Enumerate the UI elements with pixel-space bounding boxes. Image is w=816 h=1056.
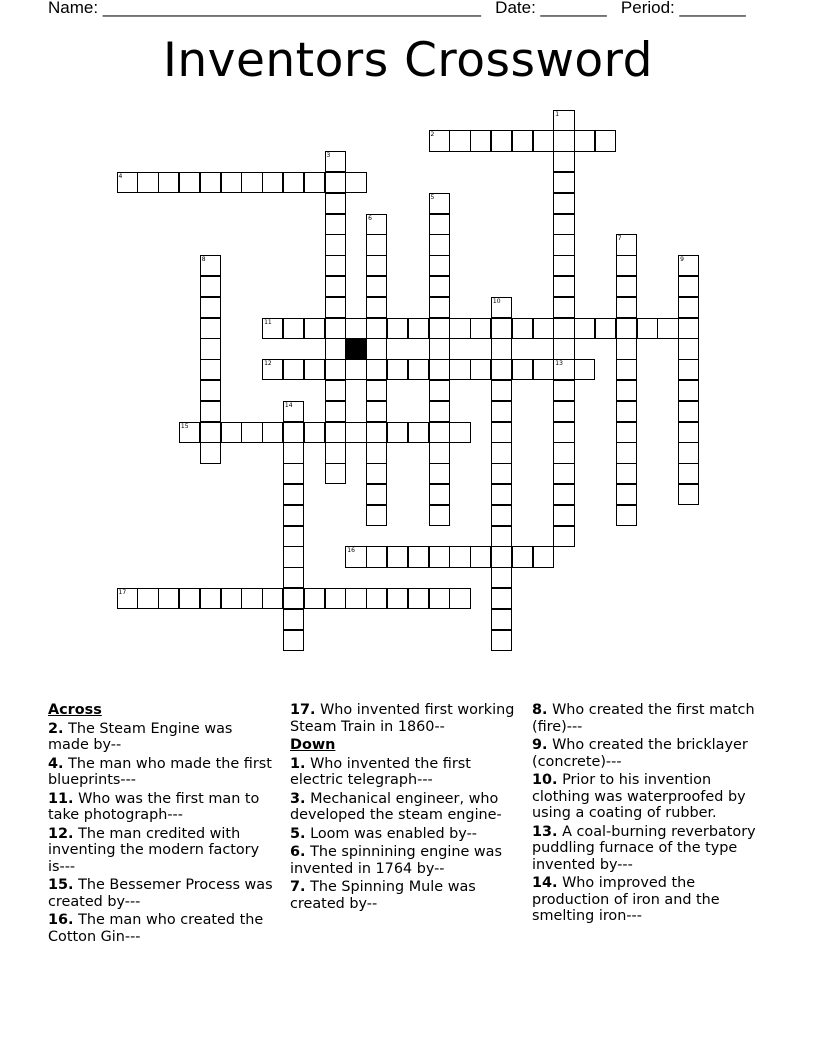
- clue-number-label: 3: [326, 152, 331, 160]
- clue-number-label: 4: [118, 172, 123, 180]
- crossword-cell[interactable]: [200, 588, 221, 609]
- crossword-cell[interactable]: [429, 380, 450, 401]
- crossword-cell[interactable]: [491, 130, 512, 151]
- clue-number: 6.: [290, 844, 306, 860]
- crossword-cell[interactable]: [533, 318, 554, 339]
- clues-column-2: [290, 702, 518, 914]
- crossword-cell[interactable]: [533, 359, 554, 380]
- crossword-cell[interactable]: [616, 338, 637, 359]
- crossword-cell[interactable]: [304, 422, 325, 443]
- across-heading: Across: [48, 702, 102, 718]
- clue-number-label: 17: [118, 588, 127, 596]
- crossword-cell[interactable]: [325, 255, 346, 276]
- crossword-cell[interactable]: [678, 338, 699, 359]
- date-label: Date:: [495, 0, 536, 17]
- clue-number: 12.: [48, 825, 74, 842]
- crossword-cell[interactable]: [449, 318, 470, 339]
- crossword-cell[interactable]: [304, 318, 325, 339]
- crossword-cell[interactable]: [553, 338, 574, 359]
- crossword-cell[interactable]: [678, 359, 699, 380]
- crossword-cell[interactable]: [262, 172, 283, 193]
- crossword-cell[interactable]: [553, 234, 574, 255]
- clue-down-6: [290, 844, 518, 877]
- clue-number-label: 16: [347, 547, 355, 555]
- clue-number-label: 12: [264, 360, 272, 368]
- crossword-cell[interactable]: [429, 401, 450, 422]
- crossword-cell[interactable]: [449, 130, 470, 151]
- clue-text: The spinnining engine was invented in 1764 by--: [290, 844, 502, 877]
- clue-number-label: 11: [264, 318, 272, 326]
- crossword-cell[interactable]: [200, 297, 221, 318]
- clue-across-17: [290, 702, 518, 735]
- crossword-cell[interactable]: [512, 359, 533, 380]
- crossword-cell[interactable]: [553, 130, 574, 151]
- clue-number-label: 1: [555, 110, 560, 118]
- crossword-cell[interactable]: [366, 401, 387, 422]
- crossword-cell[interactable]: [366, 588, 387, 609]
- crossword-cell[interactable]: [387, 318, 408, 339]
- crossword-cell[interactable]: [283, 567, 304, 588]
- crossword-cell[interactable]: [616, 276, 637, 297]
- crossword-cell[interactable]: [449, 359, 470, 380]
- crossword-cell[interactable]: [553, 172, 574, 193]
- crossword-cell[interactable]: [241, 422, 262, 443]
- crossword-cell[interactable]: [366, 318, 387, 339]
- crossword-cell[interactable]: [429, 442, 450, 463]
- clue-down-14: [532, 875, 760, 925]
- crossword-cell[interactable]: [158, 588, 179, 609]
- crossword-cell[interactable]: [283, 630, 304, 651]
- clue-number-label: 8: [201, 256, 206, 264]
- crossword-cell[interactable]: [533, 130, 554, 151]
- crossword-cell[interactable]: [325, 172, 346, 193]
- clue-number: 17.: [290, 702, 316, 718]
- crossword-cell[interactable]: [325, 359, 346, 380]
- crossword-cell[interactable]: [366, 255, 387, 276]
- blocked-cell: [345, 338, 366, 359]
- crossword-cell[interactable]: [678, 442, 699, 463]
- crossword-cell[interactable]: [678, 401, 699, 422]
- clue-across-4: [48, 756, 276, 789]
- crossword-cell[interactable]: [574, 130, 595, 151]
- crossword-cell[interactable]: [325, 422, 346, 443]
- crossword-cell[interactable]: [429, 546, 450, 567]
- crossword-cell[interactable]: [366, 234, 387, 255]
- crossword-cell[interactable]: [678, 318, 699, 339]
- crossword-cell[interactable]: [325, 151, 346, 172]
- crossword-cell[interactable]: [491, 318, 512, 339]
- crossword-cell[interactable]: [429, 193, 450, 214]
- crossword-cell[interactable]: [595, 318, 616, 339]
- crossword-cell[interactable]: [325, 276, 346, 297]
- crossword-cell[interactable]: [366, 380, 387, 401]
- crossword-cell[interactable]: [553, 401, 574, 422]
- crossword-cell[interactable]: [304, 359, 325, 380]
- period-field[interactable]: _______: [679, 0, 746, 17]
- crossword-cell[interactable]: [137, 588, 158, 609]
- crossword-cell[interactable]: [283, 172, 304, 193]
- clue-down-8: [532, 702, 760, 735]
- clue-number: 2.: [48, 720, 64, 737]
- clue-number-label: 14: [284, 401, 293, 409]
- crossword-cell[interactable]: [429, 130, 450, 151]
- crossword-cell[interactable]: [366, 276, 387, 297]
- crossword-cell[interactable]: [325, 338, 346, 359]
- crossword-cell[interactable]: [553, 442, 574, 463]
- crossword-cell[interactable]: [283, 609, 304, 630]
- crossword-cell[interactable]: [491, 442, 512, 463]
- crossword-cell[interactable]: [408, 318, 429, 339]
- clue-across-15: [48, 877, 276, 910]
- crossword-cell[interactable]: [491, 630, 512, 651]
- clues-column-1: [48, 702, 276, 947]
- crossword-cell[interactable]: [553, 110, 574, 131]
- name-label: Name:: [48, 0, 99, 17]
- clue-text: The Spinning Mule was created by--: [290, 879, 476, 912]
- clue-text: Who created the bricklayer (concrete)---: [532, 737, 748, 770]
- crossword-cell[interactable]: [283, 359, 304, 380]
- crossword-cell[interactable]: [262, 422, 283, 443]
- period-label: Period:: [620, 0, 675, 17]
- clue-number-label: 9: [680, 256, 684, 264]
- crossword-cell[interactable]: [117, 588, 138, 609]
- crossword-cell[interactable]: [616, 484, 637, 505]
- crossword-cell[interactable]: [366, 297, 387, 318]
- clue-across-2: [48, 721, 276, 754]
- crossword-cell[interactable]: [512, 130, 533, 151]
- crossword-cell[interactable]: [325, 318, 346, 339]
- clue-text: A coal-burning reverbatory puddling furnace of the type invented by---: [532, 823, 756, 873]
- crossword-cell[interactable]: [553, 276, 574, 297]
- crossword-cell[interactable]: [283, 484, 304, 505]
- crossword-cell[interactable]: [470, 359, 491, 380]
- crossword-cell[interactable]: [616, 442, 637, 463]
- crossword-cell[interactable]: [553, 526, 574, 547]
- clue-number: 3.: [290, 790, 306, 807]
- crossword-cell[interactable]: [429, 234, 450, 255]
- crossword-cell[interactable]: [616, 505, 637, 526]
- crossword-cell[interactable]: [241, 588, 262, 609]
- crossword-cell[interactable]: [616, 401, 637, 422]
- clue-number: 9.: [532, 737, 548, 753]
- clue-text: Who created the first match (fire)---: [532, 702, 755, 735]
- clues-column-3: [532, 702, 760, 927]
- crossword-cell[interactable]: [429, 484, 450, 505]
- clue-number-label: 13: [555, 360, 563, 368]
- crossword-cell[interactable]: [200, 338, 221, 359]
- crossword-cell[interactable]: [678, 484, 699, 505]
- crossword-cell[interactable]: [637, 318, 658, 339]
- crossword-cell[interactable]: [345, 422, 366, 443]
- crossword-cell[interactable]: [325, 588, 346, 609]
- crossword-cell[interactable]: [200, 422, 221, 443]
- crossword-cell[interactable]: [366, 463, 387, 484]
- crossword-cell[interactable]: [491, 567, 512, 588]
- crossword-cell[interactable]: [553, 297, 574, 318]
- crossword-cell[interactable]: [325, 193, 346, 214]
- crossword-cell[interactable]: [491, 359, 512, 380]
- crossword-cell[interactable]: [325, 234, 346, 255]
- clue-down-1: [290, 756, 518, 789]
- crossword-cell[interactable]: [574, 359, 595, 380]
- clue-down-3: [290, 791, 518, 824]
- crossword-cell[interactable]: [325, 442, 346, 463]
- crossword-cell[interactable]: [366, 422, 387, 443]
- crossword-cell[interactable]: [283, 463, 304, 484]
- clue-across-12: [48, 826, 276, 876]
- crossword-cell[interactable]: [345, 318, 366, 339]
- crossword-cell[interactable]: [366, 442, 387, 463]
- crossword-cell[interactable]: [200, 359, 221, 380]
- crossword-cell[interactable]: [262, 318, 283, 339]
- crossword-cell[interactable]: [158, 172, 179, 193]
- clue-text: Who invented first working Steam Train in 1860--: [290, 702, 515, 735]
- clue-number: 11.: [48, 790, 74, 807]
- crossword-cell[interactable]: [366, 359, 387, 380]
- crossword-cell[interactable]: [241, 172, 262, 193]
- crossword-cell[interactable]: [616, 234, 637, 255]
- crossword-cell[interactable]: [200, 442, 221, 463]
- clue-text: The man who created the Cotton Gin---: [48, 912, 264, 945]
- crossword-cell[interactable]: [678, 463, 699, 484]
- crossword-cell[interactable]: [553, 380, 574, 401]
- crossword-cell[interactable]: [387, 359, 408, 380]
- crossword-cell[interactable]: [221, 588, 242, 609]
- crossword-cell[interactable]: [449, 546, 470, 567]
- crossword-cell[interactable]: [429, 318, 450, 339]
- clue-number: 15.: [48, 877, 74, 893]
- crossword-cell[interactable]: [616, 359, 637, 380]
- crossword-cell[interactable]: [553, 214, 574, 235]
- crossword-cell[interactable]: [179, 422, 200, 443]
- crossword-cell[interactable]: [553, 151, 574, 172]
- crossword-cell[interactable]: [117, 172, 138, 193]
- crossword-cell[interactable]: [345, 172, 366, 193]
- crossword-cell[interactable]: [449, 422, 470, 443]
- crossword-cell[interactable]: [325, 463, 346, 484]
- crossword-cell[interactable]: [366, 546, 387, 567]
- clue-number-label: 2: [430, 131, 435, 139]
- crossword-cell[interactable]: [429, 359, 450, 380]
- crossword-cell[interactable]: [429, 276, 450, 297]
- crossword-cell[interactable]: [200, 318, 221, 339]
- clue-text: The man credited with inventing the modern factory is---: [48, 825, 260, 875]
- clue-number: 7.: [290, 879, 306, 895]
- crossword-cell[interactable]: [470, 130, 491, 151]
- crossword-cell[interactable]: [678, 276, 699, 297]
- clue-text: The Steam Engine was made by--: [48, 720, 233, 753]
- crossword-cell[interactable]: [512, 546, 533, 567]
- crossword-cell[interactable]: [429, 297, 450, 318]
- clue-text: Who invented the first electric telegraph---: [290, 755, 471, 788]
- clue-text: Mechanical engineer, who developed the steam engine-: [290, 790, 502, 823]
- crossword-cell[interactable]: [200, 172, 221, 193]
- clue-down-10: [532, 772, 760, 822]
- crossword-cell[interactable]: [574, 318, 595, 339]
- clue-down-13: [532, 824, 760, 874]
- name-field[interactable]: ________________________________________: [102, 0, 481, 17]
- clue-number: 16.: [48, 912, 74, 928]
- crossword-cell[interactable]: [470, 546, 491, 567]
- crossword-cell[interactable]: [366, 338, 387, 359]
- crossword-cell[interactable]: [325, 214, 346, 235]
- down-heading: Down: [290, 737, 336, 753]
- crossword-cell[interactable]: [262, 359, 283, 380]
- crossword-cell[interactable]: [200, 401, 221, 422]
- crossword-cell[interactable]: [470, 318, 491, 339]
- crossword-cell[interactable]: [491, 380, 512, 401]
- crossword-cell[interactable]: [283, 546, 304, 567]
- crossword-cell[interactable]: [429, 588, 450, 609]
- clue-text: The man who made the first blueprints---: [48, 755, 272, 788]
- crossword-cell[interactable]: [387, 422, 408, 443]
- crossword-cell[interactable]: [262, 588, 283, 609]
- clue-number: 8.: [532, 702, 548, 718]
- clue-number: 1.: [290, 755, 306, 772]
- crossword-cell[interactable]: [491, 463, 512, 484]
- crossword-cell[interactable]: [491, 505, 512, 526]
- crossword-cell[interactable]: [283, 401, 304, 422]
- clue-across-11: [48, 791, 276, 824]
- clue-number-label: 6: [368, 214, 372, 222]
- crossword-cell[interactable]: [616, 422, 637, 443]
- crossword-cell[interactable]: [429, 422, 450, 443]
- clue-number: 13.: [532, 823, 558, 840]
- crossword-cell[interactable]: [512, 318, 533, 339]
- clue-text: The Bessemer Process was created by---: [48, 877, 273, 910]
- crossword-cell[interactable]: [221, 172, 242, 193]
- crossword-cell[interactable]: [533, 546, 554, 567]
- crossword-cell[interactable]: [616, 380, 637, 401]
- crossword-cell[interactable]: [325, 380, 346, 401]
- clue-number: 4.: [48, 755, 64, 772]
- crossword-cell[interactable]: [345, 546, 366, 567]
- crossword-cell[interactable]: [553, 505, 574, 526]
- crossword-cell[interactable]: [616, 297, 637, 318]
- crossword-cell[interactable]: [678, 297, 699, 318]
- crossword-cell[interactable]: [304, 588, 325, 609]
- crossword-cell[interactable]: [553, 255, 574, 276]
- crossword-cell[interactable]: [553, 318, 574, 339]
- crossword-cell[interactable]: [553, 359, 574, 380]
- crossword-cell[interactable]: [491, 484, 512, 505]
- crossword-cell[interactable]: [137, 172, 158, 193]
- crossword-cell[interactable]: [678, 380, 699, 401]
- crossword-cell[interactable]: [491, 609, 512, 630]
- date-field[interactable]: _______: [540, 0, 607, 17]
- crossword-cell[interactable]: [491, 588, 512, 609]
- crossword-cell[interactable]: [221, 422, 242, 443]
- crossword-cell[interactable]: [408, 422, 429, 443]
- crossword-cell[interactable]: [678, 255, 699, 276]
- crossword-cell[interactable]: [553, 484, 574, 505]
- clue-number-label: 15: [180, 422, 189, 430]
- crossword-cell[interactable]: [325, 401, 346, 422]
- crossword-cell[interactable]: [387, 588, 408, 609]
- crossword-cell[interactable]: [200, 276, 221, 297]
- crossword-cell[interactable]: [553, 422, 574, 443]
- crossword-cell[interactable]: [408, 359, 429, 380]
- crossword-cell[interactable]: [179, 588, 200, 609]
- clue-text: Loom was enabled by--: [310, 825, 477, 842]
- crossword-cell[interactable]: [387, 546, 408, 567]
- clue-text: Who improved the production of iron and the smelting iron---: [532, 875, 720, 924]
- crossword-cell[interactable]: [616, 463, 637, 484]
- clue-number-label: 5: [430, 193, 435, 201]
- crossword-cell[interactable]: [283, 505, 304, 526]
- clue-down-7: [290, 879, 518, 912]
- crossword-cell[interactable]: [491, 422, 512, 443]
- crossword-cell[interactable]: [429, 505, 450, 526]
- crossword-cell[interactable]: [283, 588, 304, 609]
- crossword-cell[interactable]: [366, 214, 387, 235]
- crossword-cell[interactable]: [616, 318, 637, 339]
- clue-text: Prior to his invention clothing was waterproofed by using a coating of rubber.: [532, 772, 746, 821]
- crossword-cell[interactable]: [616, 255, 637, 276]
- crossword-cell[interactable]: [491, 526, 512, 547]
- crossword-cell[interactable]: [491, 401, 512, 422]
- clue-number-label: 10: [492, 297, 501, 305]
- crossword-cell[interactable]: [283, 422, 304, 443]
- crossword-cell[interactable]: [449, 588, 470, 609]
- clue-across-16: [48, 912, 276, 945]
- crossword-cell[interactable]: [553, 193, 574, 214]
- clue-text: Who was the first man to take photograph---: [48, 790, 260, 823]
- crossword-cell[interactable]: [408, 588, 429, 609]
- crossword-cell[interactable]: [429, 463, 450, 484]
- crossword-cell[interactable]: [429, 338, 450, 359]
- crossword-cell[interactable]: [553, 463, 574, 484]
- crossword-cell[interactable]: [179, 172, 200, 193]
- crossword-cell[interactable]: [283, 318, 304, 339]
- crossword-cell[interactable]: [345, 359, 366, 380]
- crossword-cell[interactable]: [345, 588, 366, 609]
- crossword-cell[interactable]: [325, 297, 346, 318]
- clue-number-label: 7: [617, 235, 622, 243]
- crossword-cell[interactable]: [429, 214, 450, 235]
- page-title: Inventors Crossword: [163, 33, 653, 88]
- crossword-cell[interactable]: [283, 526, 304, 547]
- crossword-cell[interactable]: [678, 422, 699, 443]
- crossword-cell[interactable]: [491, 546, 512, 567]
- crossword-cell[interactable]: [595, 130, 616, 151]
- clue-number: 5.: [290, 825, 306, 842]
- crossword-cell[interactable]: [408, 546, 429, 567]
- clue-number: 14.: [532, 875, 558, 891]
- clue-down-9: [532, 737, 760, 770]
- crossword-cell[interactable]: [304, 172, 325, 193]
- crossword-cell[interactable]: [366, 484, 387, 505]
- crossword-cell[interactable]: [491, 297, 512, 318]
- crossword-cell[interactable]: [657, 318, 678, 339]
- clue-number: 10.: [532, 772, 558, 788]
- crossword-cell[interactable]: [429, 255, 450, 276]
- crossword-cell[interactable]: [200, 380, 221, 401]
- crossword-cell[interactable]: [200, 255, 221, 276]
- crossword-cell[interactable]: [283, 442, 304, 463]
- clue-down-5: [290, 826, 518, 843]
- crossword-cell[interactable]: [491, 338, 512, 359]
- crossword-cell[interactable]: [366, 505, 387, 526]
